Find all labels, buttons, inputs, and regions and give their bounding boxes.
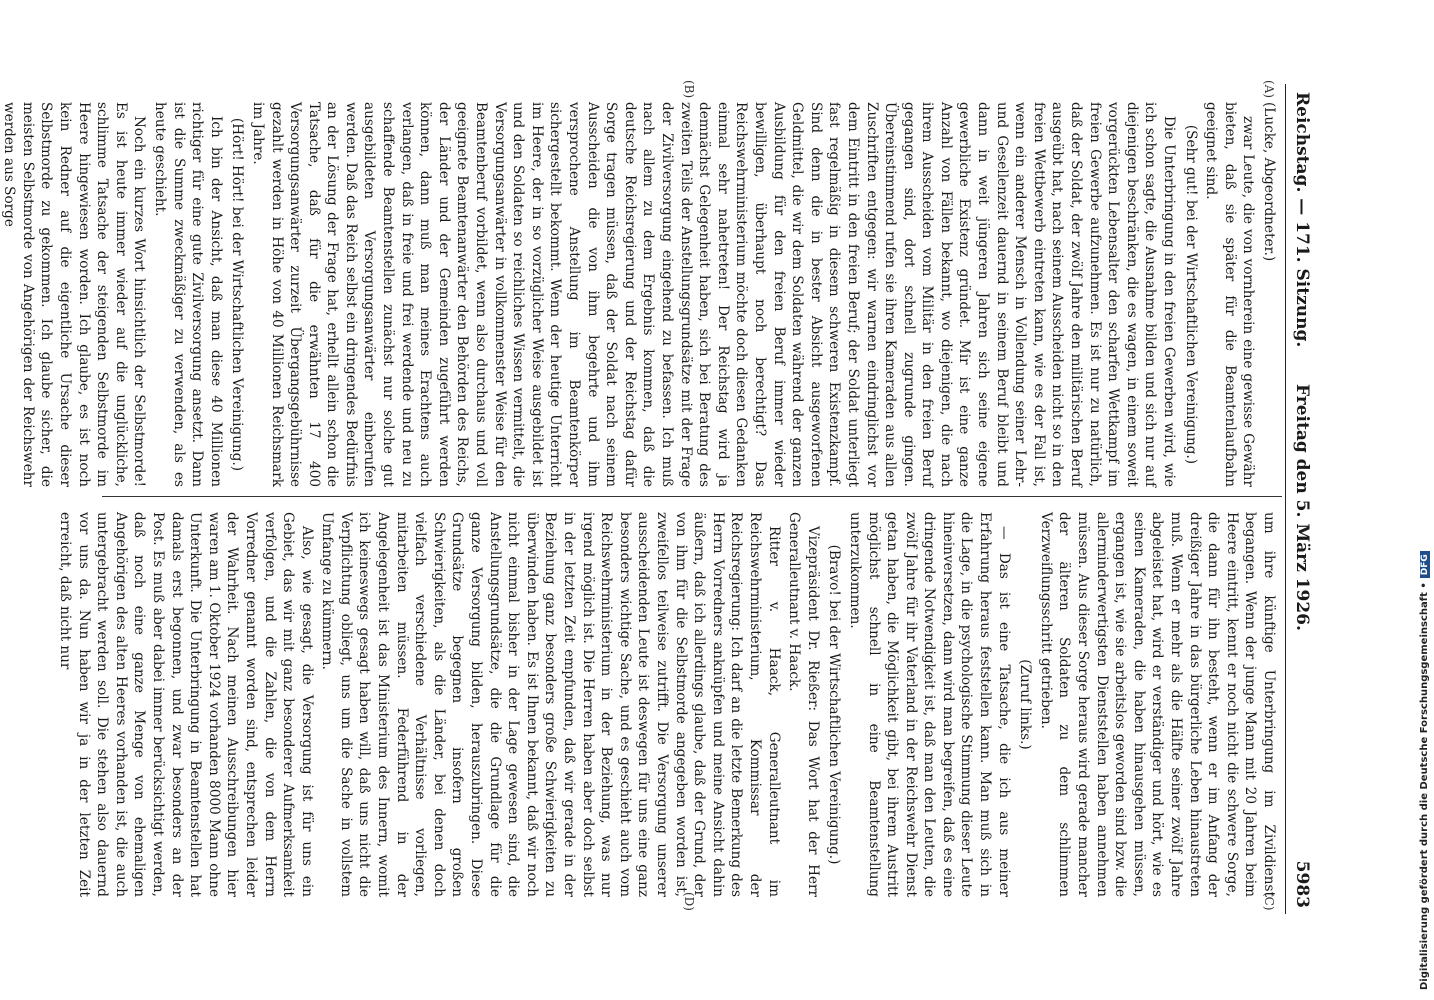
paragraph: um ihre künftige Unterbringung im Zivildienst begangen. Wenn der junge Mann mit 20 Jahren beim Heere eintritt, kennt er noch nicht die schwere Sorge, die dann für ihn besteht, wenn er im Anfang der dreißiger Jahre in das bürgerliche Leben hinaustreten muß. Wenn er mehr als die Hälfte seiner zwölf Jahre abgeleistet hat, wird er verständiger und hört, wie es seinen Kameraden, die haben hinausgehen müssen, ergangen ist, wie sie arbeitslos geworden sind bzw. die allerminderwertigsten Dienststellen haben annehmen müssen. Aus dieser Sorge heraus wird gerade mancher der älteren Soldaten zu dem schlimmen Verzweiflungsschritt getrieben. <box>1037 512 1277 897</box>
paragraph: Ritter v. Haack, Generalleutnant im Reichswehrministerium, Kommissar der Reichsregierung: Ich darf an die letzte Bemerkung des Herrn Vorredners anknüpfen und meine Ansicht dahin äußern, daß ich allerdings glaube, daß der Grund, der von ihm für die Selbstmorde angegeben worden ist, zweifellos teilweise zutrifft. Die Versorgung unserer ausscheidenden Leute ist deswegen für uns eine ganz besonders wichtige Sache, und es geschieht auch vom Reichswehrministerium in der Beziehung, was nur irgend möglich ist. Die Herren haben aber doch selbst in der letzten Zeit empfunden, daß wir gerade in der Beziehung ganz besonders große Schwierigkeiten zu überwinden haben. Es ist Ihnen bekannt, daß wir noch nicht einmal bisher in der Lage gewesen sind, die Anstellungsgrundsätze, die die Grundlage für die ganze Versorgung bilden, herauszubringen. Diese Grundsätze begegnen insofern großen Schwierigkeiten, als die Länder, bei denen doch vielfach verschiedene Verhältnisse vorliegen, mitarbeiten müssen. Federführend in der Angelegenheit ist das Ministerium des Innern, womit ich keineswegs gesagt haben will, daß uns nicht die Verpflichtung obliegt, uns um die Sache in vollstem Umfange zu kümmern. <box>319 512 782 897</box>
header-left: Reichstag. — 171. Sitzung. <box>1292 92 1312 348</box>
left-column <box>0 102 1278 487</box>
header-date: Freitag den 5. März 1926. <box>1292 384 1312 631</box>
margin-marker-a: (A) <box>1262 80 1276 99</box>
paragraph: Also, wie gesagt, die Versorgung ist für uns ein Gebiet, das wir mit ganz besonderer Aufmerksamkeit verfolgen, und die Zahlen, die von dem Herrn Vorredner genannt worden sind, entsprechen leider der Wahrheit. Nach meinen Ausschreibungen hier waren am 1. Oktober 1924 vorhanden 8000 Mann ohne Unterkunft. Die Unterbringung in Beamtenstellen hat damals erst begonnen, und zwar besonders an der Post. Es muß aber dabei immer berücksichtigt werden, daß noch eine ganze Menge von ehemaligen Angehörigen des alten Heeres vorhanden ist, die auch untergebracht werden soll. Die stehen also dauernd vor uns da. Nun haben wir ja in der letzten Zeit erreicht, daß nicht nur <box>57 512 315 897</box>
page-header <box>1285 84 1316 914</box>
right-column <box>53 512 1278 897</box>
margin-marker-c: (C) <box>1262 892 1276 911</box>
page-content <box>1 80 1316 914</box>
paragraph: zwar Leute, die von vornherein eine gewisse Gewähr bieten, daß sie später für die Beamtenlaufbahn geeignet sind. <box>1203 102 1257 487</box>
dfg-logo: DFG <box>1420 551 1430 578</box>
paragraph: Noch ein kurzes Wort hinsichtlich der Selbstmorde! Es ist heute immer wieder auf die unglückliche, schlimme Tatsache der steigenden Selbstmorde im Heere hingewiesen worden. Ich glaube, es ist noch kein Redner auf die eigentliche Ursache dieser Selbstmorde zu gekommen. Ich glaube sicher, die meisten Selbstmorde von Angehörigen der Reichswehr werden aus Sorge <box>1 102 148 487</box>
interjection: (Sehr gut! bei der Wirtschaftlichen Vereinigung.) <box>1182 124 1199 465</box>
paragraph: Ich bin der Ansicht, daß man diese 40 Millionen richtiger für eine gute Zivilversorgung ansetzt. Dann ist die Summe zweckmäßiger zu verwenden, als es heute geschieht. <box>151 102 224 487</box>
interjection: (Bravo! bei der Wirtschaftlichen Vereinigung.) <box>826 544 843 865</box>
paragraph: Die Unterbringung in den freien Gewerben wird, wie ich schon sagte, die Ausnahme bilden und sich nur auf diejenigen beschränken, die es wagen, in einem soweit vorgerückten Lebensalter den scharfen Wettkampf im freien Gewerbe aufzunehmen. Es ist nur zu natürlich, daß der Soldat, der zwölf Jahre den militärischen Beruf ausgeübt hat, nach seinem Ausscheiden nicht so in den freien Wettbewerb eintreten kann, wie es der Fall ist, wenn ein anderer Mensch in Vollendung seiner Lehr- und Gesellenzeit dauernd in seinem Beruf bleibt und dann in weit jüngeren Jahren sich seine eigene gewerbliche Existenz gründet. Mir ist eine ganze Anzahl von Fällen bekannt, wo diejenigen, die nach ihrem Ausscheiden vom Militär in den freien Beruf gegangen sind, dort schnell zugrunde gingen. Übereinstimmend rufen sie ihren Kameraden aus allen Zuschriften entgegen: wir warnen eindringlichst vor dem Eintritt in den freien Beruf; der Soldat unterliegt fast regelmäßig in diesem schweren Existenzkampf. Sind denn die in bester Absicht ausgeworfenen Geldmittel, die wir dem Soldaten während der ganzen Ausbildung für den freien Beruf immer wieder bewilligen, überhaupt noch berechtigt? Das Reichswehrministerium möchte doch diesen Gedanken einmal sehr nahetreten! Der Reichstag wird ja demnächst Gelegenheit haben, sich bei Beratung des zweiten Teils der Anstellungsgrundsätze mit der Frage der Zivilversorgung eingehend zu befassen. Ich muß nach allem zu dem Ergebnis kommen, daß die deutsche Reichsregierung und der Reichstag dafür Sorge tragen müssen, daß der Soldat nach seinem Ausscheiden die von ihm begehrte und ihm versprochene Anstellung im Beamtenkörper sichergestellt bekommt. Wenn der heutige Unterricht im Heere, der in so vorzüglicher Weise ausgebildet ist und den Soldaten so reichliches Wissen vermittelt, die Versorgungsanwärter in vollkommenster Weise für den Beamtenberuf vorbildet, wenn also durchaus und voll geeignete Beamtenanwärter den Behörden des Reichs, der Länder und der Gemeinden zugeführt werden können, dann muß man meines Erachtens auch verlangen, daß in freie und frei werdende und neu zu schaffende Beamtenstellen zunächst nur solche gut ausgebildeten Versorgungsanwärter einberufen werden. Daß das Reich selbst ein dringendes Bedürfnis an der Lösung der Frage hat, erhellt allein schon die Tatsache, daß für die erwähnten 17 400 Versorgungsanwärter zurzeit Übergangsgebührnisse gezahlt werden in Höhe von 40 Millionen Reichsmark im Jahre. <box>249 102 1178 487</box>
scanned-page <box>1 80 1316 914</box>
paragraph: Vizepräsident Dr. Rießer: Das Wort hat der Herr Generalleutnant v. Haack. <box>786 512 821 897</box>
interjection: (Zuruf links.) <box>1017 659 1034 750</box>
column-divider <box>102 496 1282 497</box>
margin-marker-b: (B) <box>682 80 696 99</box>
digitization-credit <box>1419 10 1433 990</box>
page-number: 5983 <box>1292 860 1312 908</box>
interjection: (Hört! Hört! bei der Wirtschaftlichen Vereinigung.) <box>229 117 246 472</box>
speaker-line: (Lucke, Abgeordneter.) <box>1261 102 1277 262</box>
margin-marker-d: (D) <box>682 892 696 911</box>
paragraph: — Das ist eine Tatsache, die ich aus meiner Erfahrung heraus feststellen kann. Man muß sich in die Lage, in die psychologische Stimmung dieser Leute hineinversetzen, dann wird man begreifen, daß es eine dringende Notwendigkeit ist, daß man den Leuten, die zwölf Jahre für ihr Vaterland in der Reichswehr Dienst getan haben, die Möglichkeit gibt, bei ihrem Austritt möglichst schnell in eine Beamtenstellung unterzukommen. <box>846 512 1012 897</box>
credit-text: Digitalisierung gefördert durch die Deutsche Forschungsgemeinschaft • <box>1419 582 1430 990</box>
